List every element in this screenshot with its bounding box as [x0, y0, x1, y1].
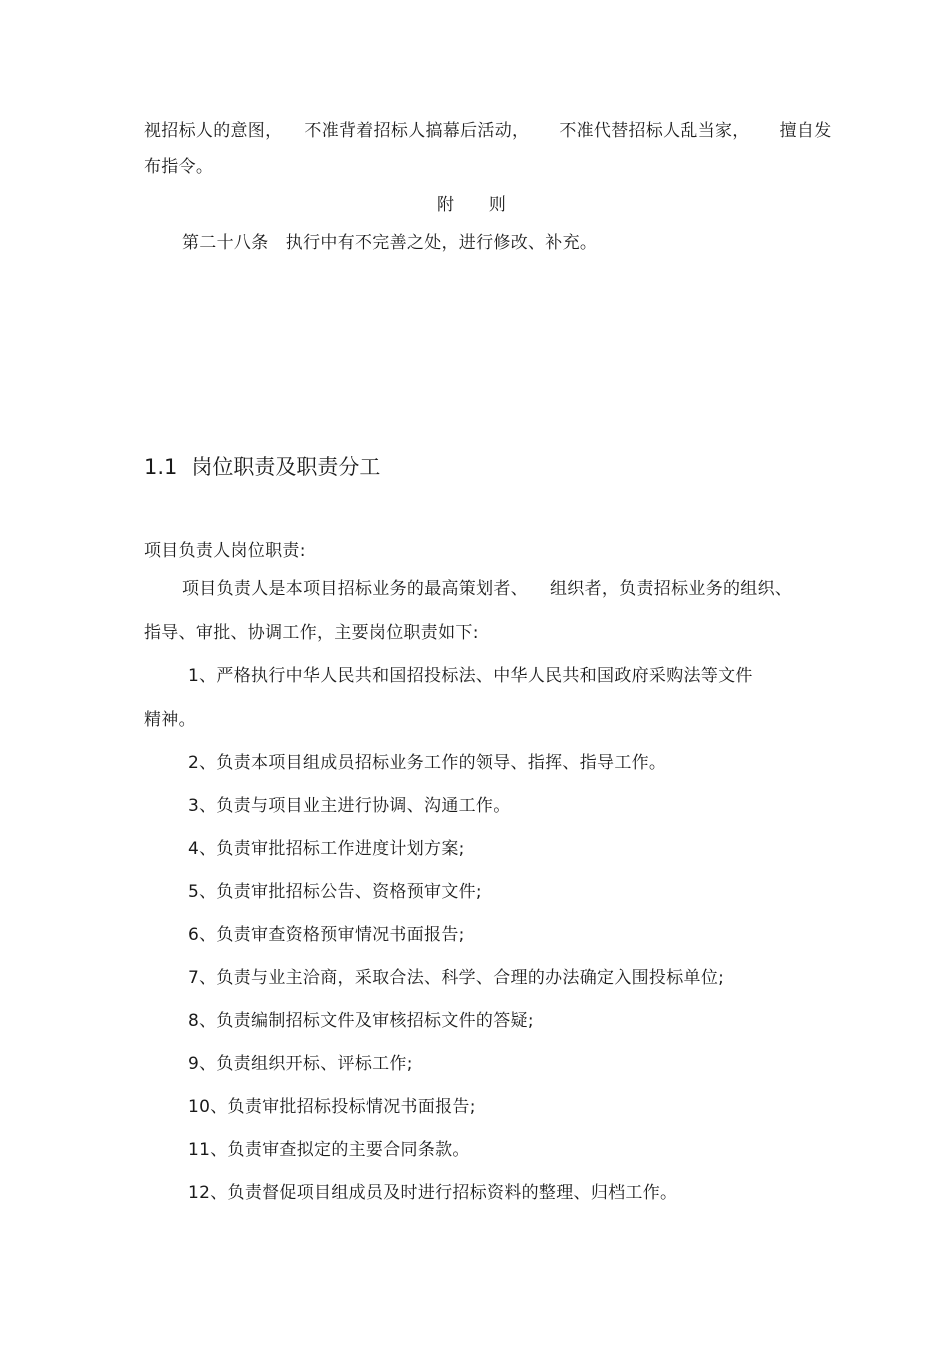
duty-item: 9、负责组织开标、评标工作;: [188, 1054, 413, 1074]
duty-item-continuation: 精神。: [144, 710, 196, 730]
duty-item: 10、负责审批招标投标情况书面报告;: [188, 1097, 476, 1117]
text-run: 擅自发: [779, 121, 832, 141]
text-run: 组织者，负责招标业务的组织、: [550, 579, 793, 599]
paragraph-line: 布指令。: [144, 157, 214, 177]
duty-item: 1、严格执行中华人民共和国招投标法、中华人民共和国政府采购法等文件: [188, 666, 753, 686]
duty-item: 4、负责审批招标工作进度计划方案;: [188, 839, 465, 859]
intro-line: [182, 578, 792, 600]
article-28: 第二十八条 执行中有不完善之处，进行修改、补充。: [182, 233, 598, 253]
text-run: 项目负责人是本项目招标业务的最高策划者、: [182, 579, 528, 599]
duty-item: 11、负责审查拟定的主要合同条款。: [188, 1140, 470, 1160]
text-run: 不准代替招标人乱当家，: [559, 121, 750, 141]
duty-item: 6、负责审查资格预审情况书面报告;: [188, 925, 465, 945]
section-title: 岗位职责及职责分工: [191, 455, 381, 479]
duty-item: 12、负责督促项目组成员及时进行招标资料的整理、归档工作。: [188, 1183, 678, 1203]
duty-item: 3、负责与项目业主进行协调、沟通工作。: [188, 796, 511, 816]
intro-line: 指导、审批、协调工作，主要岗位职责如下:: [144, 623, 479, 643]
paragraph-line: [144, 120, 832, 142]
duty-item: 5、负责审批招标公告、资格预审文件;: [188, 882, 482, 902]
duty-item: 7、负责与业主洽商，采取合法、科学、合理的办法确定入围投标单位;: [188, 968, 725, 988]
section-heading: [144, 454, 380, 480]
text-run: 视招标人的意图，: [144, 121, 283, 141]
duty-item: 8、负责编制招标文件及审核招标文件的答疑;: [188, 1011, 534, 1031]
appendix-title: 附 则: [437, 195, 507, 215]
text-run: 不准背着招标人搞幕后活动，: [304, 121, 530, 141]
subheading: 项目负责人岗位职责:: [144, 541, 306, 561]
duty-item: 2、负责本项目组成员招标业务工作的领导、指挥、指导工作。: [188, 753, 667, 773]
section-number: 1.1: [144, 455, 178, 479]
